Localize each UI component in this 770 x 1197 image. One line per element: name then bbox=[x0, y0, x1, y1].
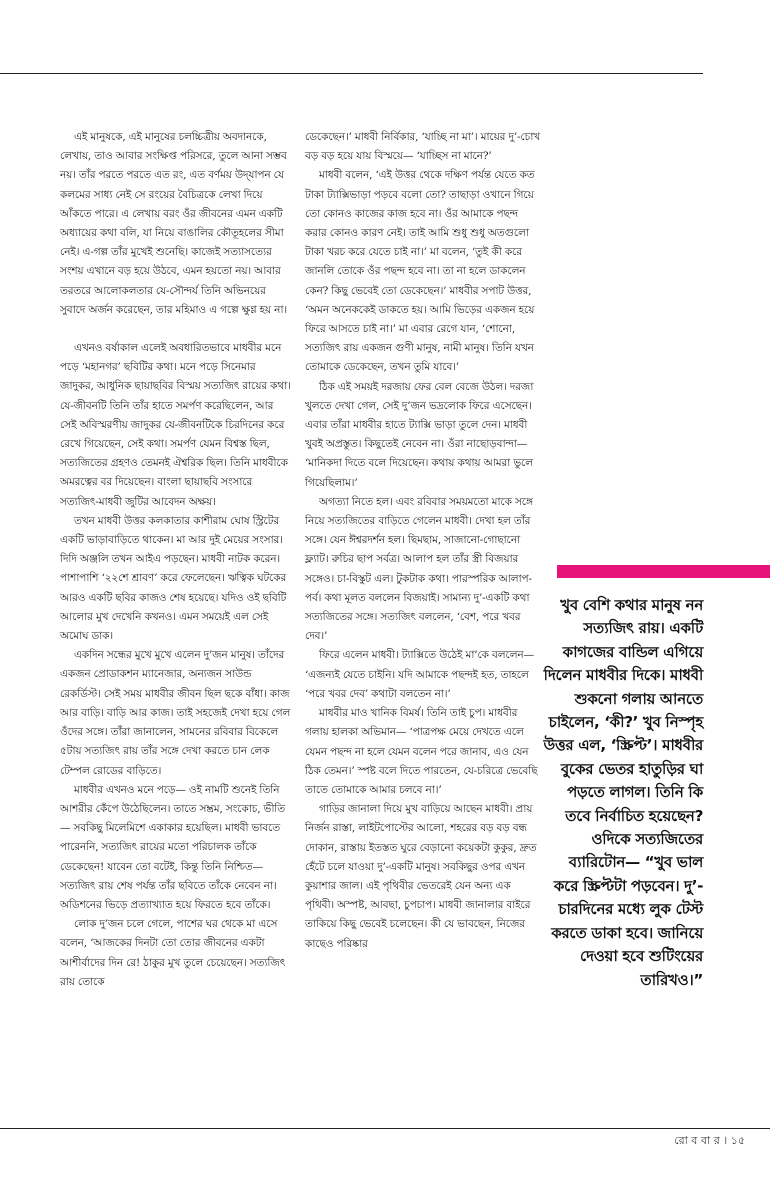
paragraph: মাধবী বলেন, ‘এই উত্তর থেকে দক্ষিণ পর্যন্ত যেতে কত টাকা ট্যাক্সিভাড়া পড়বে বলো তো? তাছাড়া ওখানে গিয়ে তো কোনও কাজের কাজ হবে না। ওঁর আমাকে পছন্দ করার কোনও কারণ নেই। তাই আমি শুধু শুধু অতগুলো টাকা খরচ করে যেতে চাই না।’ মা বলেন, ‘তুই কী করে জানলি তোকে ওঁর পছন্দ হবে না। তা না হলে ডাকলেন কেন? কিছু ভেবেই তো ডেকেছেন।’ মাধবীর সপাট উত্তর, ‘অমন অনেককেই ডাকতে হয়। আমি ভিড়ের একজন হয়ে ফিরে আসতে চাই না।’ মা এবার রেগে যান, ‘শোনো, সত্যজিৎ রায় একজন গুণী মানুষ, নামী মানুষ। তিনি যখন তোমাকে ডেকেছেন, তখন তুমি যাবে।’ bbox=[305, 169, 535, 374]
paragraph: গাড়ির জানালা দিয়ে মুখ বাড়িয়ে আছেন মাধবী। প্রায় নির্জন রাস্তা, লাইটপোস্টের আলো, শহরের বড় বড় বন্ধ দোকান, রাস্তায় ইতস্তত ঘুরে বেড়ানো কয়েকটা কুকুর, দ্রুত হেঁটে চলে যাওয়া দু’-একটি মানুষ। সবকিছুর ওপর এখন কুয়াশার জাল। এই পৃথিবীর ভেতরেই যেন অন্য এক পৃথিবী। অস্পষ্ট, আবছা, চুপচাপ। মাধবী জানালার বাইরে তাকিয়ে কিছু ভেবেই চলেছেন। কী যে ভাবছেন, নিজের কাছেও পরিষ্কার bbox=[305, 803, 537, 950]
paragraph: ডেকেছেন।’ মাধবী নির্বিকার, ‘যাচ্ছি না মা’। মায়ের দু’-চোখ বড় বড় হয়ে যায় বিস্ময়ে— ‘যাচ্ছিস না মানে?’ bbox=[305, 131, 541, 163]
paragraph: লোক দু’জন চলে গেলে, পাশের ঘর থেকে মা এসে বলেন, ‘আজকের দিনটা তো তোর জীবনের একটা আশীর্বাদের দিন রে! ঠাকুর মুখ তুলে চেয়েছেন। সত্যজিৎ রায় তোকে bbox=[60, 918, 286, 988]
paragraph: ফিরে এলেন মাধবী। ট্যাক্সিতে উঠেই মা’কে বললেন— ‘এজন্যই যেতে চাইনি। যদি আমাকে পছন্দই হত, তাহলে ‘পরে খবর দেব’ কথাটা বলতেন না।’ bbox=[305, 649, 534, 700]
paragraph: একদিন সন্ধের মুখে মুখে এলেন দু’জন মানুষ। তাঁদের একজন প্রোডাকশন ম্যানেজার, অন্যজন সাউন্ড রেকর্ডিস্ট। সেই সময় মাধবীর জীবন ছিল ছকে বাঁধা। কাজ আর বাড়ি। বাড়ি আর কাজ। তাই সহজেই দেখা হয়ে গেল ওঁদের সঙ্গে। তাঁরা জানালেন, সামনের রবিবার বিকেলে ৫টায় সত্যজিৎ রায় তাঁর সঙ্গে দেখা করতে চান লেক টেম্পল রোডের বাড়িতে। bbox=[60, 649, 291, 777]
paragraph: মাধবীর মাও খানিক বিমর্ষ। তিনি তাই চুপ। মাধবীর গলায় হালকা অভিমান— ‘পাত্রপক্ষ মেয়ে দেখতে এলে যেমন পছন্দ না হলে যেমন বলেন পরে জানাব, এও যেন ঠিক তেমন।’ স্পষ্ট বলে দিতে পারতেন, যে-চরিত্রে ভেবেছি তাতে তোমাকে আমার চলবে না।’ bbox=[305, 707, 538, 796]
pull-quote: খুব বেশি কথার মানুষ নন সত্যজিৎ রায়। একটি কাগজের বান্ডিল এগিয়ে দিলেন মাধবীর দিকে। মাধবী শুকনো গলায় আনতে চাইলেন, ‘কী?’ খুব নিস্পৃহ উত্তর এল, ‘স্ক্রিপ্ট’। মাধবীর বুকের ভেতর হাতুড়ির ঘা পড়তে লাগল। তিনি কি তবে নির্বাচিত হয়েছেন? ওদিকে সত্যজিতের ব্যারিটোন— “খুব ভাল করে স্ক্রিপ্টটা পড়বেন। দু’-চারদিনের মধ্যে লুক টেস্ট করতে ডাকা হবে। জানিয়ে দেওয়া হবে শুটিংয়ের তারিখও।” bbox=[543, 596, 703, 989]
paragraph: এই মানুষকে, এই মানুষের চলচ্চিত্রীয় অবদানকে, লেখায়, তাও আবার সংক্ষিপ্ত পরিসরে, তুলে আনা সম্ভব নয়। তাঁর পরতে পরতে এত রং, এত বর্ণময় উদ্‌যাপন যে কলমের সাধ্য নেই সে রংয়ের বৈচিত্রকে লেখা দিয়ে আঁকতে পারে। এ লেখায় বরং ওঁর জীবনের এমন একটি অধ্যায়ের কথা বলি, যা নিয়ে বাঙালির কৌতূহলের সীমা নেই। এ-গল্প তাঁর মুখেই শুনেছি। কাজেই সত্যাসত্যের সংশয় এখানে বড় হয়ে উঠবে, এমন হয়তো নয়। আবার তরতরে আলোকলতার যে-সৌন্দর্য তিনি অভিনয়ের সুবাদে অর্জন করেছেন, তার মহিমাও এ গল্পে ক্ষুণ্ণ হয় না। bbox=[60, 131, 287, 316]
bottom-rule bbox=[0, 1128, 770, 1129]
paragraph: মাধবীর এখনও মনে পড়ে— ওই নামটি শুনেই তিনি আশরীর কেঁপে উঠেছিলেন। তাতে সম্ভ্রম, সংকোচ, ভীতি— সবকিছু মিলেমিশে একাকার হয়েছিল। মাধবী ভাবতে পারেননি, সত্যজিৎ রায়ের মতো পরিচালক তাঁকে ডেকেছেন! যাবেন তো বটেই, কিন্তু তিনি নিশ্চিত— সত্যজিৎ রায় শেষ পর্যন্ত তাঁর ছবিতে তাঁকে নেবেন না। অডিশনের ভিড়ে প্রত্যাখ্যাত হয়ে ফিরতে হবে তাঁকে। bbox=[60, 783, 286, 911]
article-column-1 bbox=[60, 128, 292, 992]
paragraph: তখন মাধবী উত্তর কলকাতার কাশীরাম ঘোষ স্ট্রিটের একটি ভাড়াবাড়িতে থাকেন। মা আর দুই মেয়ের সংসার। দিদি অঞ্জলি তখন আইএ পড়ছেন। মাধবী নাটক করেন। পাশাপাশি ‘২২শে শ্রাবণ’ করে ফেলেছেন। ঋত্বিক ঘটকের আরও একটি ছবির কাজও শেষ হয়েছে। যদিও ওই ছবিটি আলোর মুখ দেখেনি কখনও। এমন সময়েই এল সেই অমোঘ ডাক। bbox=[60, 514, 287, 643]
paragraph: অগত্যা নিতে হল। এবং রবিবার সময়মতো মাকে সঙ্গে নিয়ে সত্যজিতের বাড়িতে গেলেন মাধবী। দেখা হল তাঁর সঙ্গে। যেন ঈশ্বরদর্শন হল। ছিমছাম, সাজানো-গোছানো ফ্ল্যাট। রুচির ছাপ সর্বত্র। আলাপ হল তাঁর স্ত্রী বিজয়ার সঙ্গেও। চা-বিস্কুট এল। টুকটাক কথা। পারস্পরিক আলাপ-পর্ব। কথা মূলত বললেন বিজয়াই। সামান্য দু’-একটি কথা সত্যজিতের সঙ্গে। সত্যজিৎ বললেন, ‘বেশ, পরে খবর দেব।’ bbox=[305, 495, 533, 643]
paragraph: ঠিক এই সময়ই দরজায় ফের বেল বেজে উঠল। দরজা খুলতে দেখা গেল, সেই দু’জন ভদ্রলোক ফিরে এসেছেন। এবার তাঁরা মাধবীর হাতে ট্যাক্সি ভাড়া তুলে দেন। মাধবী খুবই অপ্রস্তুত। কিছুতেই নেবেন না। ওঁরা নাছোড়বান্দা— ‘মানিকদা দিতে বলে দিয়েছেন। কথায় কথায় আমরা ভুলে গিয়েছিলাম।’ bbox=[305, 380, 534, 489]
paragraph: এখনও বর্ষাকাল এলেই অবধারিতভাবে মাধবীর মনে পড়ে ‘মহানগর’ ছবিটির কথা। মনে পড়ে সিনেমার জাদুকর, আধুনিক ছায়াছবির বিস্ময় সত্যজিৎ রায়ের কথা। যে-জীবনটি তিনি তাঁর হাতে সমর্পণ করেছিলেন, আর সেই অবিস্মরণীয় জাদুকর যে-জীবনটিকে চিরদিনের করে রেখে গিয়েছেন, সেই কথা। সমর্পণ যেমন বিশ্বস্ত ছিল, সত্যজিতের গ্রহণও তেমনই ঐশ্বরিক ছিল। তিনি মাধবীকে অমরত্বের বর দিয়েছেন। বাংলা ছায়াছবি সংসারে সত্যজিৎ-মাধবী জুটির আবেদন অক্ষয়। bbox=[60, 342, 291, 508]
article-column-2 bbox=[305, 128, 541, 954]
top-rule bbox=[0, 73, 703, 74]
pull-quote-accent-bar bbox=[557, 565, 770, 578]
page-folio: রো ব বা র । ১৫ bbox=[674, 1134, 745, 1147]
